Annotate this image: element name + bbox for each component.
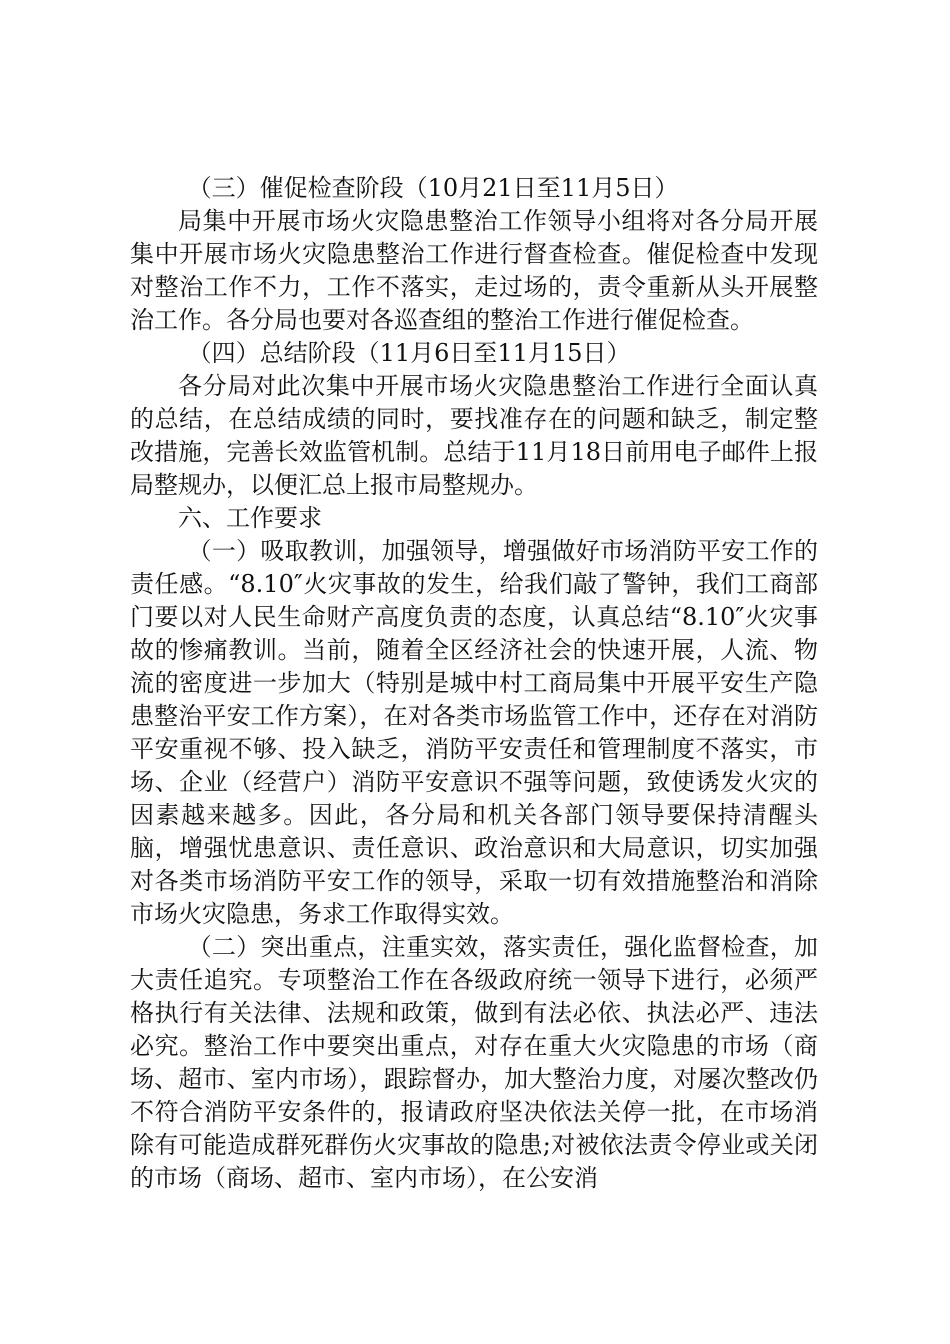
document-page: [130, 172, 818, 1195]
paragraph-urge-inspection: 局集中开展市场火灾隐患整治工作领导小组将对各分局开展集中开展市场火灾隐患整治工作进行督查检查。催促检查中发现对整治工作不力，工作不落实，走过场的，责令重新从头开展整治工作。各分局也要对各巡查组的整治工作进行催促检查。: [130, 207, 818, 334]
section-heading-urge-inspection: （三）催促检查阶段（10月21日至11月5日）: [187, 174, 679, 202]
paragraph-requirement-one: （一）吸取教训，加强领导，增强做好市场消防平安工作的责任感。“8.10″火灾事故的发生，给我们敲了警钟，我们工商部门要以对人民生命财产高度负责的态度，认真总结“8.10″火灾事故的惨痛教训。当前，随着全区经济社会的快速开展，人流、物流的密度进一步加大（特别是城中村工商局集中开展平安生产隐患整治平安工作方案），在对各类市场监管工作中，还存在对消防平安重视不够、投入缺乏，消防平安责任和管理制度不落实，市场、企业（经营户）消防平安意识不强等问题，致使诱发火灾的因素越来越多。因此，各分局和机关各部门领导要保持清醒头脑，增强忧患意识、责任意识、政治意识和大局意识，切实加强对各类市场消防平安工作的领导，采取一切有效措施整治和消除市场火灾隐患，务求工作取得实效。: [130, 537, 818, 928]
paragraph-requirement-two: （二）突出重点，注重实效，落实责任，强化监督检查，加大责任追究。专项整治工作在各级政府统一领导下进行，必须严格执行有关法律、法规和政策，做到有法必依、执法必严、违法必究。整治工作中要突出重点，对存在重大火灾隐患的市场（商场、超市、室内市场），跟踪督办，加大整治力度，对屡次整改仍不符合消防平安条件的，报请政府坚决依法关停一批，在市场消除有可能造成群死群伤火灾事故的隐患;对被依法责令停业或关闭的市场（商场、超市、室内市场），在公安消: [130, 933, 818, 1192]
paragraph-summary: 各分局对此次集中开展市场火灾隐患整治工作进行全面认真的总结，在总结成绩的同时，要找准存在的问题和缺乏，制定整改措施，完善长效监管机制。总结于11月18日前用电子邮件上报局整规办，以便汇总上报市局整规办。: [130, 372, 818, 499]
section-heading-summary: （四）总结阶段（11月6日至11月15日）: [187, 339, 631, 367]
section-heading-work-requirements: 六、工作要求: [178, 504, 322, 532]
